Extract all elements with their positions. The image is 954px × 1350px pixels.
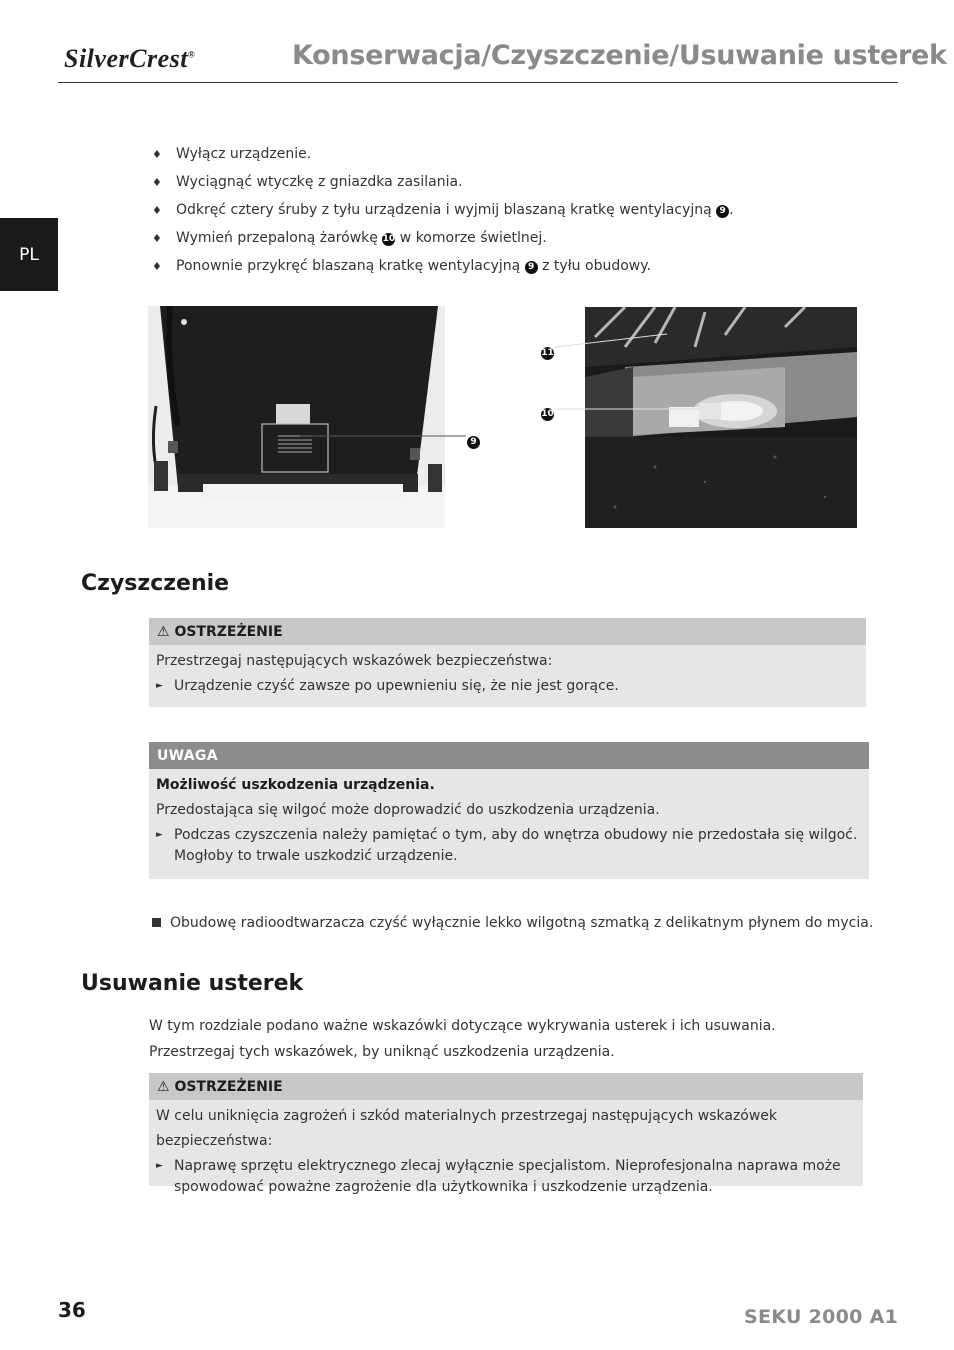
part-number-badge: 9: [716, 205, 729, 218]
step-text: Odkręć cztery śruby z tyłu urządzenia i wyjmij blaszaną kratkę wentylacyjną: [176, 202, 712, 218]
diamond-bullet-icon: ♦: [152, 204, 162, 217]
steps-list: [152, 142, 734, 282]
language-tab: PL: [0, 218, 58, 291]
warning-box-header: [149, 1073, 863, 1100]
warning-box-cleaning: [149, 618, 866, 707]
arrow-bullet-icon: ►: [156, 1161, 163, 1171]
warning-triangle-icon: ⚠: [157, 624, 170, 640]
part-number-badge: 9: [467, 436, 480, 449]
warning-item: [156, 1156, 855, 1198]
section-heading-cleaning: Czyszczenie: [81, 571, 230, 596]
diamond-bullet-icon: ♦: [152, 148, 162, 161]
section-heading-troubleshooting: Usuwanie usterek: [81, 971, 304, 996]
diamond-bullet-icon: ♦: [152, 176, 162, 189]
warning-title: OSTRZEŻENIE: [174, 624, 283, 640]
note-box-body: [149, 769, 869, 867]
callout-badge-11: [541, 341, 554, 360]
brand-logo: [64, 44, 195, 74]
diamond-bullet-icon: ♦: [152, 232, 162, 245]
step-text-suffix: w komorze świetlnej.: [399, 230, 547, 246]
part-number-badge: 10: [541, 409, 554, 419]
warning-box-header: [149, 618, 866, 645]
diamond-bullet-icon: ♦: [152, 260, 162, 273]
callout-badge-9: [467, 430, 480, 449]
step-text: Wymień przepaloną żarówkę: [176, 230, 378, 246]
part-number-badge: 11: [541, 348, 554, 358]
warning-box-body: [149, 645, 866, 697]
warning-intro: Przestrzegaj następujących wskazówek bezpieczeństwa:: [156, 653, 553, 669]
page-title: Konserwacja/Czyszczenie/Usuwanie usterek: [292, 40, 947, 71]
cleaning-tip: [152, 915, 873, 931]
troubleshooting-intro-1: W tym rozdziale podano ważne wskazówki dotyczące wykrywania usterek i ich usuwania.: [149, 1018, 776, 1034]
callout-lines-10-11: [555, 320, 705, 420]
step-item: [152, 198, 734, 226]
troubleshooting-intro-2: Przestrzegaj tych wskazówek, by uniknąć uszkodzenia urządzenia.: [149, 1044, 615, 1060]
callout-line-9: [300, 425, 490, 449]
photo-device-back: [148, 306, 445, 528]
square-bullet-icon: [152, 918, 161, 927]
step-item: [152, 254, 734, 282]
page-number: 36: [58, 1298, 86, 1322]
device-back-illustration: [148, 306, 445, 528]
warning-item-text: Urządzenie czyść zawsze po upewnieniu się, że nie jest gorące.: [174, 678, 619, 694]
step-text-suffix: z tyłu obudowy.: [542, 258, 651, 274]
arrow-bullet-icon: ►: [156, 830, 163, 840]
step-item: [152, 170, 734, 198]
warning-item: [156, 676, 858, 697]
step-text: Wyciągnąć wtyczkę z gniazdka zasilania.: [176, 174, 463, 190]
note-item-text: Podczas czyszczenia należy pamiętać o tym, aby do wnętrza obudowy nie przedostała się wilgoć. Mogłoby to trwale uszkodzić urządzenie.: [174, 827, 858, 864]
header-divider: [58, 82, 898, 83]
registered-mark: ®: [187, 49, 196, 60]
warning-triangle-icon: ⚠: [157, 1079, 170, 1095]
brand-name: SilverCrest: [64, 44, 188, 73]
step-text: Ponownie przykręć blaszaną kratkę wentylacyjną: [176, 258, 521, 274]
model-name: SEKU 2000 A1: [744, 1306, 899, 1328]
note-box-header: UWAGA: [149, 742, 869, 769]
note-intro: Przedostająca się wilgoć może doprowadzić do uszkodzenia urządzenia.: [156, 802, 660, 818]
cleaning-tip-text: Obudowę radioodtwarzacza czyść wyłącznie lekko wilgotną szmatką z delikatnym płynem do mycia.: [170, 915, 874, 931]
warning-title: OSTRZEŻENIE: [174, 1079, 283, 1095]
warning-intro: W celu uniknięcia zagrożeń i szkód materialnych przestrzegaj następujących wskazówek bezpieczeństwa:: [156, 1108, 778, 1149]
note-item: [156, 825, 861, 867]
callout-badge-10: [541, 402, 554, 421]
part-number-badge: 9: [525, 261, 538, 274]
step-text: Wyłącz urządzenie.: [176, 146, 312, 162]
note-box-cleaning: [149, 742, 869, 879]
arrow-bullet-icon: ►: [156, 681, 163, 691]
step-text-suffix: .: [729, 202, 734, 218]
step-item: [152, 142, 734, 170]
warning-box-body: [149, 1100, 863, 1198]
step-item: [152, 226, 734, 254]
warning-item-text: Naprawę sprzętu elektrycznego zlecaj wyłącznie specjalistom. Nieprofesjonalna naprawa może spowodować poważne zagrożenie dla użytkownika i uszkodzenie urządzenia.: [174, 1158, 841, 1195]
warning-box-troubleshooting: [149, 1073, 863, 1195]
note-subtitle: Możliwość uszkodzenia urządzenia.: [156, 777, 435, 793]
part-number-badge: 10: [382, 234, 396, 244]
